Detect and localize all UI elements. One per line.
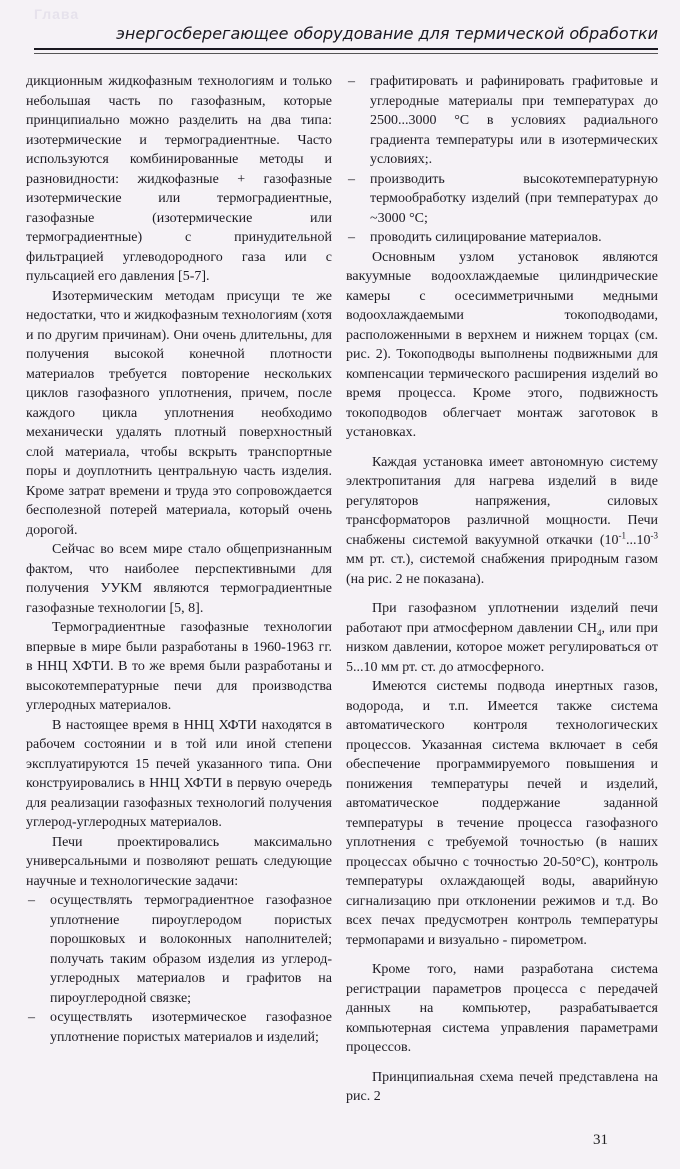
paragraph-methods-types: дикционным жидкофазным технологиям и только небольшая часть по газофазным, которые принципиально можно разделить на два типа: изотермические и термоградиентные. Часто используются комбинированные методы и разновидности: жидкофазные + газофазные изотермические или термоградиентные, газофазные (изотермические или термоградиентные) с принудительной фильтрацией углеводородного газа или с пульсацией его давления [5-7].	[26, 74, 332, 284]
list-item: – проводить силицирование материалов.	[346, 228, 658, 248]
tasks-list-right	[346, 72, 658, 248]
dash-bullet-icon: –	[348, 230, 355, 245]
paragraph-registration-system: Кроме того, нами разработана система регистрации параметров процесса с передачей данных на компьютер, разрабатывается компьютерная система управления параметрами процессов.	[346, 962, 658, 1055]
running-header-title: энергосберегающее оборудование для термической обработки	[116, 24, 658, 43]
show-through-header-text: Глава	[34, 6, 80, 22]
list-item: – осуществлять изотермическое газофазное уплотнение пористых материалов и изделий;	[28, 1010, 332, 1045]
paragraph-history: Термоградиентные газофазные технологии впервые в мире были разработаны в 1960-1963 гг. в ННЦ ХФТИ. В то же время были разработаны и высокотемпературные печи для производства углеродных материалов.	[26, 620, 332, 713]
paragraph-isothermal-drawbacks: Изотермическим методам присущи те же недостатки, что и жидкофазным технологиям (хотя и по другим причинам). Они очень длительны, для получения высокой конечной плотности материалов требуется повторение нескольких циклов газофазного уплотнения, причем, после каждого цикла уплотнения необходимо механически удалять плотный поверхностный слой материала, чтобы вскрыть транспортные поры и доуплотнить центральную часть изделия. Кроме затрат времени и труда это сопровождается бесполезной потерей материала, который очень дорогой.	[26, 288, 332, 538]
right-column	[346, 72, 658, 1107]
left-column	[26, 72, 332, 1107]
paragraph-gas-densification: При газофазном уплотнении изделий печи работают при атмосферном давлении $CH_4$, или при низком давлении, которое может регулироваться от 5...10 мм рт. ст. до атмосферного.	[346, 601, 658, 675]
list-item: – графитировать и рафинировать графитовые и углеродные материалы при температурах до 2500...3000 °С в условиях радиального градиента температуры или в изотермических условиях;.	[348, 74, 658, 167]
paragraph-furnaces-count: В настоящее время в ННЦ ХФТИ находятся в рабочем состоянии и в той или иной степени эксплуатируются 15 печей указанного типа. Они конструировались в ННЦ ХФТИ в первую очередь для реализации газофазных технологий получения углерод-углеродных материалов.	[26, 717, 332, 830]
page-header	[26, 4, 658, 60]
dash-bullet-icon: –	[348, 74, 355, 89]
body-columns	[26, 72, 658, 1107]
paragraph-power-supply: Каждая установка имеет автономную систему электропитания для нагрева изделий в виде регуляторов напряжения, силовых трансформаторов различной мощности. Печи снабжены системой вакуумной откачки ($10^{-1}...10^{-3}$ мм рт. ст.), системой снабжения природным газом (на рис. 2 не показана).	[346, 454, 658, 587]
paragraph-control-systems: Имеются системы подвода инертных газов, водорода, и т.п. Имеется также система автоматического контроля технологических процессов. Указанная система включает в себя обеспечение программируемого повышения и понижения температуры печей и изделий, автоматическое поддержание заданной температуры в течение процесса газофазного уплотнения с требуемой точностью (в наших процессах обычно с точностью 20-50°С), контроль температуры охлаждающей воды, аварийную сигнализацию при отклонении режимов и т.д. Во всех печах предусмотрен контроль температуры термопарами и визуально - пирометром.	[346, 679, 658, 948]
paragraph-tasks-intro: Печи проектировались максимально универсальными и позволяют решать следующие научные и технологические задачи:	[26, 834, 332, 889]
page-number: 31	[593, 1131, 608, 1148]
header-rule	[34, 48, 658, 54]
paragraph-scheme-reference: Принципиальная схема печей представлена на рис. 2	[346, 1069, 658, 1104]
list-item: – осуществлять термоградиентное газофазное уплотнение пироуглеродом пористых порошковых и волоконных наполнителей; получать таким образом изделия из углерод-углеродных материалов и графитов на пироуглеродной связке;	[28, 893, 332, 1006]
list-item: – производить высокотемпературную термообработку изделий (при температурах до ~3000 °С;	[348, 171, 658, 226]
paragraph-thermogradient-perspective: Сейчас во всем мире стало общепризнанным фактом, что наиболее перспективными для получения УУКМ являются термоградиентные газофазные технологии [5, 8].	[26, 542, 332, 616]
dash-bullet-icon: –	[28, 1010, 35, 1025]
dash-bullet-icon: –	[28, 893, 35, 908]
tasks-list-left	[26, 891, 332, 1047]
paragraph-main-unit: Основным узлом установок являются вакуумные водоохлаждаемые цилиндрические камеры с осесимметричными медными водоохлаждаемыми токоподводами, расположенными в верхнем и нижнем торцах (см. рис. 2). Токоподводы выполнены подвижными для компенсации термического расширения изделий во время процесса. Кроме этого, подвижность токоподводов облегчает монтаж заготовок в установках.	[346, 249, 658, 440]
dash-bullet-icon: –	[348, 171, 355, 187]
page-footer	[26, 1131, 658, 1149]
